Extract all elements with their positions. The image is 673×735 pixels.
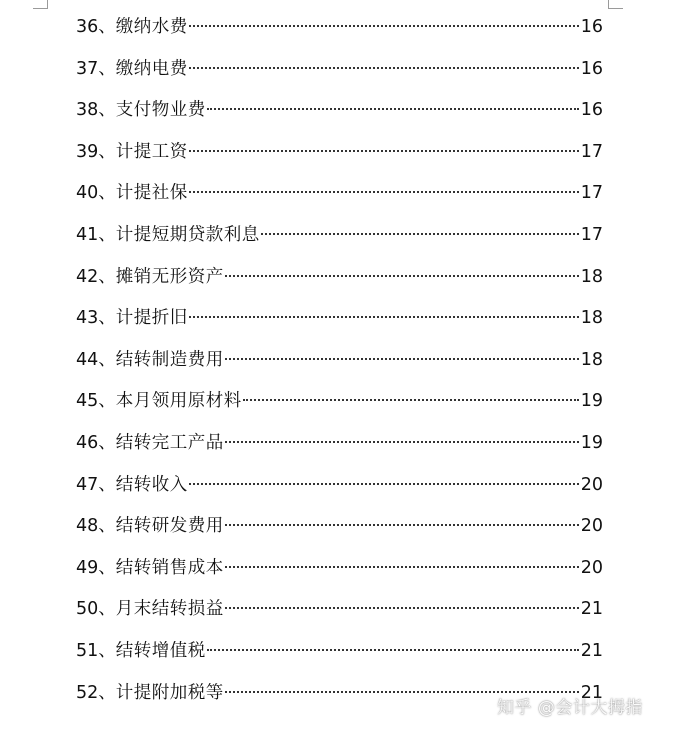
toc-entry-page-number: 17 [580,224,603,245]
table-of-contents [76,7,603,714]
toc-entry-title: 结转制造费用 [115,349,224,370]
toc-entry[interactable] [76,381,603,423]
watermark: 知乎 @会计大拇指 [497,698,643,718]
toc-dot-leader [189,25,579,27]
toc-entry[interactable] [76,340,603,382]
toc-dot-leader [207,649,579,651]
toc-entry-title: 计提工资 [115,141,188,162]
toc-entry-number: 39、 [76,141,116,162]
toc-entry-number: 44、 [76,349,116,370]
toc-entry[interactable] [76,548,603,590]
toc-dot-leader [207,108,579,110]
toc-entry-page-number: 16 [580,100,603,121]
toc-entry-title: 摊销无形资产 [115,266,224,287]
toc-entry[interactable] [76,257,603,299]
toc-entry-page-number: 16 [580,58,603,79]
toc-dot-leader [225,441,579,443]
page-margin-corner-left [33,0,48,9]
toc-entry-title: 计提附加税等 [115,682,224,703]
toc-entry[interactable] [76,631,603,673]
toc-dot-leader [225,275,579,277]
page-margin-corner-right [608,0,623,9]
toc-entry-title: 缴纳电费 [115,58,188,79]
toc-dot-leader [225,607,579,609]
toc-entry-title: 结转研发费用 [115,516,224,537]
toc-entry-page-number: 18 [580,308,603,329]
toc-entry-page-number: 19 [580,391,603,412]
toc-entry-page-number: 17 [580,141,603,162]
toc-entry-number: 42、 [76,266,116,287]
toc-dot-leader [225,566,579,568]
toc-entry-page-number: 21 [580,640,603,661]
toc-entry-title: 月末结转损益 [115,599,224,620]
toc-entry-page-number: 18 [580,349,603,370]
toc-entry-title: 计提社保 [115,183,188,204]
toc-dot-leader [189,483,579,485]
toc-entry[interactable] [76,589,603,631]
toc-entry-number: 36、 [76,17,116,37]
toc-dot-leader [261,233,579,235]
toc-entry-title: 缴纳水费 [115,17,188,37]
toc-dot-leader [225,524,579,526]
toc-entry[interactable] [76,298,603,340]
toc-entry-number: 47、 [76,474,116,495]
toc-entry[interactable] [76,173,603,215]
toc-dot-leader [243,399,579,401]
toc-entry-number: 45、 [76,391,116,412]
toc-entry-title: 本月领用原材料 [115,391,242,412]
toc-entry-number: 49、 [76,557,116,578]
toc-entry-title: 支付物业费 [115,100,206,121]
toc-entry-number: 52、 [76,682,116,703]
toc-entry[interactable] [76,465,603,507]
toc-entry[interactable] [76,423,603,465]
toc-entry[interactable] [76,132,603,174]
toc-entry-page-number: 20 [580,557,603,578]
toc-dot-leader [189,67,579,69]
toc-entry-number: 40、 [76,183,116,204]
toc-entry-page-number: 17 [580,183,603,204]
toc-entry-number: 37、 [76,58,116,79]
toc-entry[interactable] [76,49,603,91]
toc-entry-page-number: 21 [580,599,603,620]
toc-entry-page-number: 19 [580,432,603,453]
toc-entry-number: 43、 [76,308,116,329]
toc-entry-page-number: 21 [580,682,603,703]
toc-entry-title: 计提折旧 [115,308,188,329]
toc-entry-number: 38、 [76,100,116,121]
toc-dot-leader [189,191,579,193]
toc-dot-leader [225,358,579,360]
toc-entry-number: 48、 [76,516,116,537]
toc-dot-leader [189,316,579,318]
toc-entry-number: 41、 [76,224,116,245]
toc-entry-page-number: 20 [580,516,603,537]
toc-entry[interactable] [76,215,603,257]
toc-entry-title: 计提短期贷款利息 [115,224,260,245]
toc-entry-title: 结转收入 [115,474,188,495]
toc-entry-number: 51、 [76,640,116,661]
toc-entry-title: 结转增值税 [115,640,206,661]
toc-entry[interactable] [76,90,603,132]
toc-entry-title: 结转销售成本 [115,557,224,578]
toc-entry-number: 50、 [76,599,116,620]
toc-entry[interactable] [76,7,603,49]
toc-entry-page-number: 16 [580,17,603,37]
toc-entry-page-number: 20 [580,474,603,495]
toc-dot-leader [189,150,579,152]
toc-entry[interactable] [76,506,603,548]
toc-entry-page-number: 18 [580,266,603,287]
toc-entry-number: 46、 [76,432,116,453]
toc-entry-title: 结转完工产品 [115,432,224,453]
